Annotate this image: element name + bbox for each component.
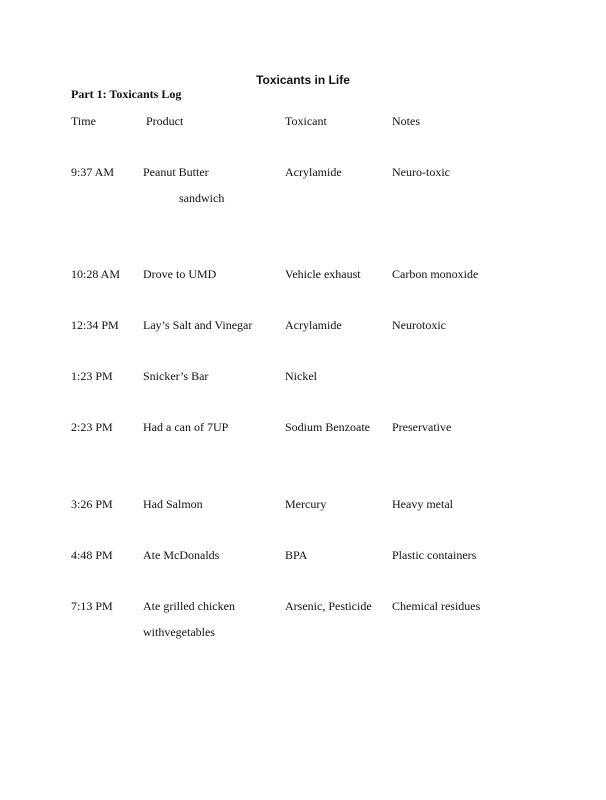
section-heading: Part 1: Toxicants Log <box>71 87 182 101</box>
row-toxicant: Sodium Benzoate <box>285 420 370 434</box>
row-product-continued: withvegetables <box>143 625 215 639</box>
row-time: 9:37 AM <box>71 165 115 179</box>
header-toxicant: Toxicant <box>285 114 327 128</box>
row-notes: Preservative <box>392 420 452 434</box>
row-product: Had Salmon <box>143 497 203 511</box>
row-toxicant: BPA <box>285 548 308 562</box>
row-product: Had a can of 7UP <box>143 420 229 434</box>
document-title <box>0 73 606 87</box>
document-title-text: Toxicants in Life <box>256 73 350 87</box>
row-notes: Neurotoxic <box>392 318 446 332</box>
row-product-continued: sandwich <box>179 191 225 205</box>
row-product: Ate McDonalds <box>143 548 220 562</box>
row-time: 3:26 PM <box>71 497 113 511</box>
row-product: Snicker’s Bar <box>143 369 209 383</box>
row-toxicant: Vehicle exhaust <box>285 267 361 281</box>
row-time: 10:28 AM <box>71 267 121 281</box>
header-product: Product <box>146 114 184 128</box>
row-product: Peanut Butter <box>143 165 209 179</box>
row-toxicant: Mercury <box>285 497 327 511</box>
row-time: 1:23 PM <box>71 369 113 383</box>
row-toxicant: Nickel <box>285 369 317 383</box>
row-toxicant: Acrylamide <box>285 165 342 179</box>
row-product: Drove to UMD <box>143 267 217 281</box>
row-notes: Heavy metal <box>392 497 453 511</box>
row-time: 12:34 PM <box>71 318 119 332</box>
row-notes: Carbon monoxide <box>392 267 479 281</box>
row-product: Ate grilled chicken <box>143 599 235 613</box>
row-time: 2:23 PM <box>71 420 113 434</box>
row-time: 7:13 PM <box>71 599 113 613</box>
row-product: Lay’s Salt and Vinegar <box>143 318 253 332</box>
row-toxicant: Acrylamide <box>285 318 342 332</box>
row-notes: Chemical residues <box>392 599 481 613</box>
row-notes: Plastic containers <box>392 548 477 562</box>
row-notes: Neuro-toxic <box>392 165 450 179</box>
header-notes: Notes <box>392 114 420 128</box>
header-time: Time <box>71 114 96 128</box>
row-toxicant: Arsenic, Pesticide <box>285 599 372 613</box>
row-time: 4:48 PM <box>71 548 113 562</box>
